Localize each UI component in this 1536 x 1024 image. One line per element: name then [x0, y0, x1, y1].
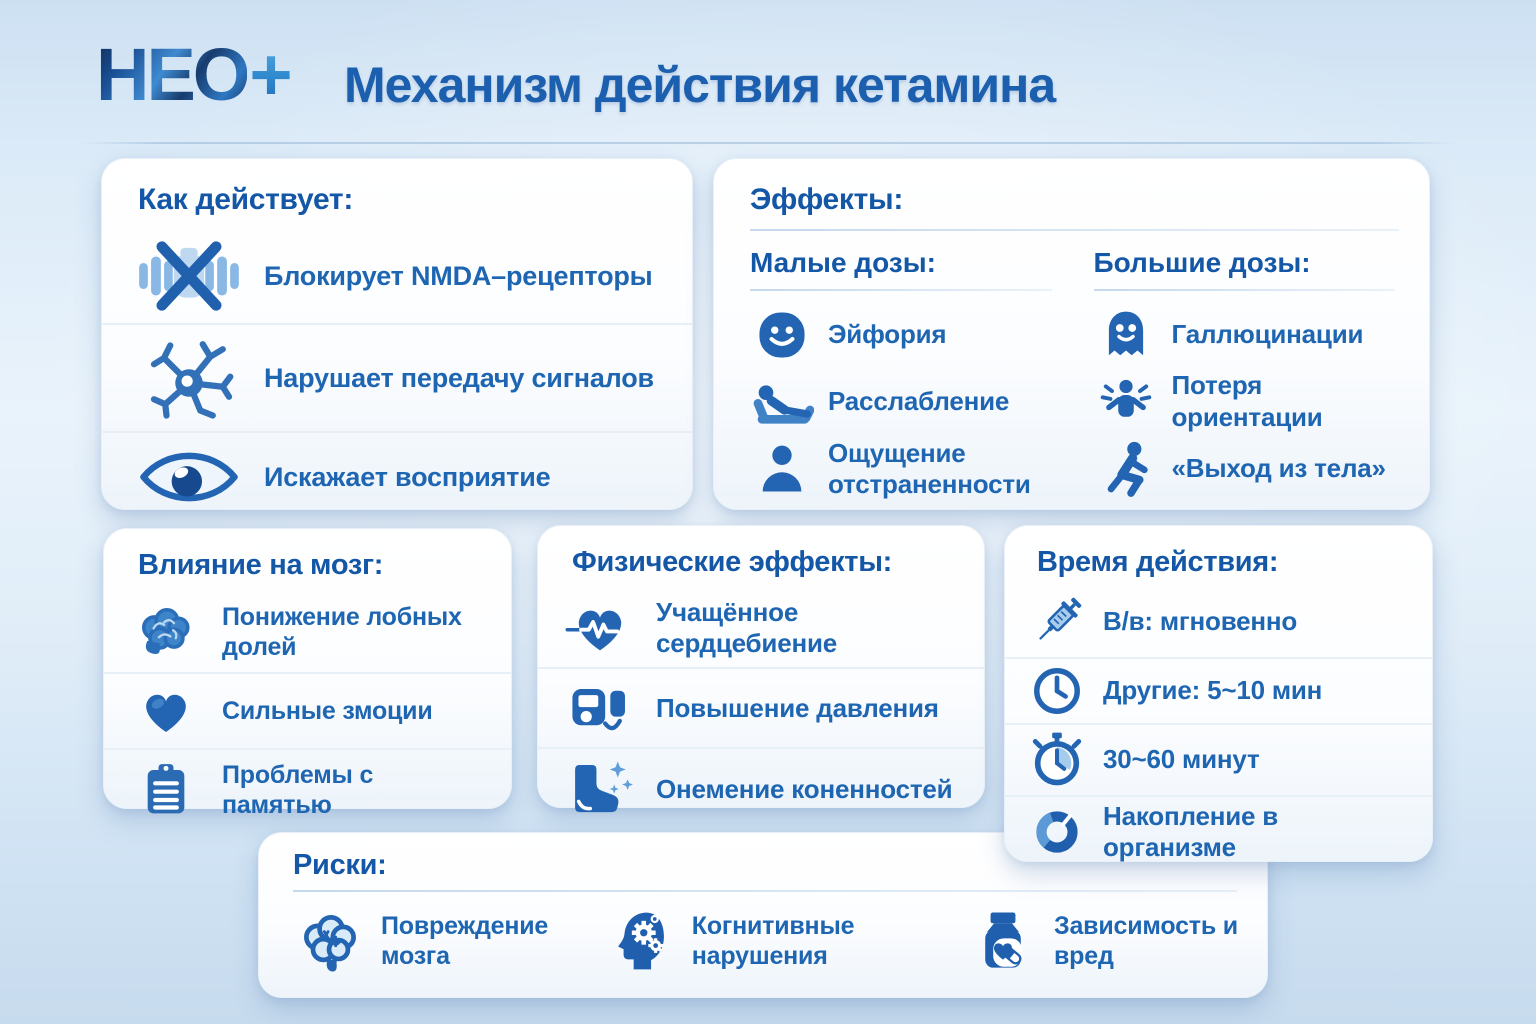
disoriented-person-icon: [1094, 373, 1158, 431]
ghost-icon: [1094, 304, 1158, 366]
list-item: [1094, 368, 1396, 435]
clock-icon: [1025, 663, 1089, 719]
list-item-label: Накопление в организме: [1103, 801, 1279, 863]
card-physical-title: Физические эффекты:: [572, 546, 893, 578]
list-item: [538, 667, 984, 747]
column-subtitle: Большие дозы:: [1093, 247, 1311, 278]
damaged-brain-icon: [293, 907, 367, 975]
heartbeat-icon: [558, 597, 642, 659]
floating-person-icon: [1094, 437, 1158, 501]
header-divider: [80, 142, 1456, 144]
list-item: [1005, 795, 1432, 867]
list-item: [1005, 657, 1432, 723]
list-item: [102, 323, 692, 431]
numb-foot-icon: [558, 757, 642, 821]
list-item-label: Искажает восприятие: [264, 461, 551, 492]
card-brain-title: Влияние на мозг:: [138, 549, 384, 581]
list-item: [293, 907, 566, 975]
card-duration-title: Время действия:: [1037, 546, 1279, 578]
list-item-label: Сильные змоции: [222, 697, 433, 725]
list-item: [538, 747, 984, 829]
list-item-label: Эйфория: [828, 319, 947, 350]
list-item: [1094, 301, 1396, 368]
list-item-label: «Выход из тела»: [1171, 453, 1386, 484]
list-item: [966, 906, 1245, 976]
list-item: [102, 229, 692, 323]
list-item: [750, 301, 1052, 368]
list-item-label: Ощущение отстраненности: [828, 438, 1031, 500]
list-item-label: Расслабление: [828, 386, 1010, 417]
list-item: [104, 592, 511, 672]
heart-icon: [124, 682, 208, 740]
clipboard-icon: [124, 758, 208, 822]
smiley-icon: [750, 306, 814, 364]
subtitle-divider: [1094, 289, 1396, 291]
list-item-label: Галлюцинации: [1171, 318, 1364, 349]
stopwatch-icon: [1025, 729, 1089, 791]
list-item-label: Онемение коненностей: [656, 773, 953, 804]
list-item-label: Повышение давления: [656, 692, 939, 723]
card-effects-title: Эффекты:: [750, 183, 904, 216]
logo-neo-text: НЕО: [96, 33, 248, 116]
card-physical-effects: [537, 525, 985, 808]
column-small-doses: [750, 235, 1052, 503]
list-item: [1094, 435, 1396, 503]
list-item: [538, 589, 984, 667]
list-item: [750, 436, 1052, 503]
person-icon: [750, 438, 814, 500]
list-item: [604, 906, 928, 976]
list-item: [104, 748, 511, 830]
syringe-icon: [1025, 591, 1089, 653]
list-item: [1005, 723, 1432, 795]
neo-plus-logo: [96, 33, 290, 116]
reclining-person-icon: [750, 372, 814, 432]
list-item-label: В/в: мгновенно: [1103, 606, 1298, 637]
subtitle-divider: [750, 289, 1052, 291]
list-item-label: Блокирует NMDA–рецепторы: [264, 260, 653, 291]
page-title: Механизм действия кетамина: [344, 57, 1056, 113]
column-subtitle: Малые дозы:: [750, 247, 936, 278]
list-item-label: Учащённое сердцебиение: [656, 597, 838, 659]
card-how-it-works: [101, 158, 693, 510]
card-risks-title: Риски:: [293, 849, 387, 881]
effects-columns: [714, 231, 1429, 509]
neuron-icon: [128, 333, 250, 423]
risks-items: [259, 892, 1267, 997]
list-item-label: Понижение лобных долей: [222, 603, 462, 661]
list-item-label: Нарушает передачу сигналов: [264, 362, 654, 393]
column-large-doses: [1094, 235, 1396, 503]
donut-chart-icon: [1025, 804, 1089, 860]
head-gears-icon: [604, 906, 678, 976]
eye-icon: [128, 441, 250, 513]
list-item: [750, 368, 1052, 435]
list-item-label: Когнитивные нарушения: [691, 911, 855, 970]
logo-plus-sign: +: [249, 33, 290, 116]
card-brain-influence: [103, 528, 512, 819]
list-item-label: Проблемы с памятью: [222, 761, 374, 819]
list-item: [1005, 587, 1432, 657]
pill-bottle-icon: [966, 906, 1040, 976]
blood-pressure-icon: [558, 677, 642, 739]
brain-icon: [124, 600, 208, 664]
list-item-label: Другие: 5~10 мин: [1103, 675, 1323, 706]
list-item: [104, 672, 511, 748]
list-item-label: 30~60 минут: [1103, 744, 1260, 775]
list-item-label: Повреждение мозга: [381, 911, 549, 970]
blocked-receptor-icon: [128, 237, 250, 315]
list-item-label: Зависимость и вред: [1054, 911, 1238, 970]
list-item: [102, 431, 692, 521]
list-item-label: Потеря ориентации: [1171, 370, 1323, 432]
card-duration: [1004, 525, 1433, 862]
card-how-title: Как действует:: [138, 183, 354, 216]
card-effects: [713, 158, 1430, 510]
